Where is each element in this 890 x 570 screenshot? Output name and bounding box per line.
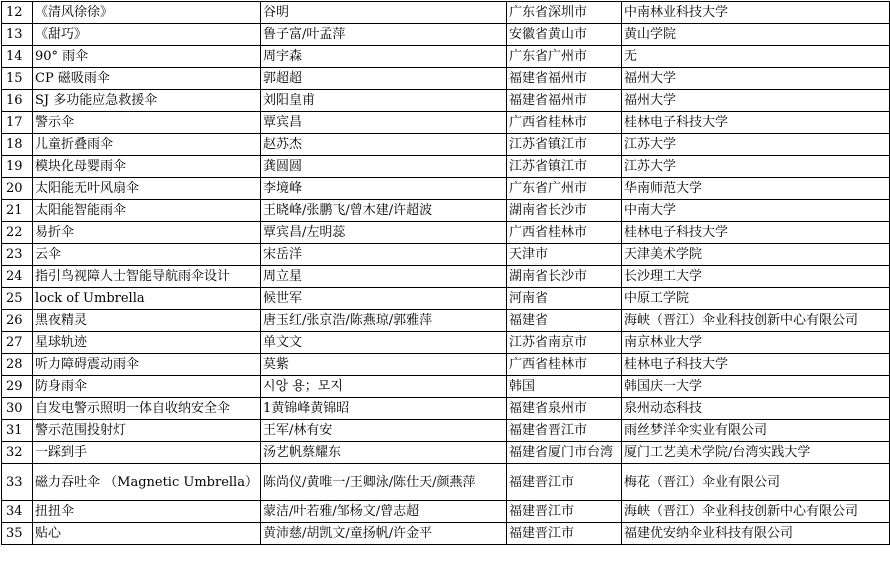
- institution-cell: 中南大学: [622, 200, 890, 222]
- table-row: [2, 24, 890, 46]
- row-number-cell: 19: [2, 156, 33, 178]
- institution-cell: 桂林电子科技大学: [622, 222, 890, 244]
- institution-cell: 江苏大学: [622, 134, 890, 156]
- team-members-cell: 郭超超: [261, 68, 507, 90]
- table-row: [2, 200, 890, 222]
- team-members-cell: 谷明: [261, 2, 507, 24]
- table-row: [2, 398, 890, 420]
- team-members-cell: 1黄锦峰黄锦昭: [261, 398, 507, 420]
- table-row: [2, 501, 890, 523]
- institution-cell: 江苏大学: [622, 156, 890, 178]
- table-row: [2, 222, 890, 244]
- location-cell: 广东省广州市: [507, 178, 622, 200]
- row-number-cell: 35: [2, 523, 33, 545]
- location-cell: 福建晋江市: [507, 523, 622, 545]
- location-cell: 江苏省镇江市: [507, 134, 622, 156]
- row-number-cell: 29: [2, 376, 33, 398]
- location-cell: 福建晋江市: [507, 464, 622, 501]
- team-members-cell: 莫紫: [261, 354, 507, 376]
- project-name-cell: 《甜巧》: [33, 24, 261, 46]
- project-name-cell: 磁力吞吐伞 （Magnetic Umbrella）: [33, 464, 261, 501]
- table-row: [2, 523, 890, 545]
- team-members-cell: 黄沛慈/胡凯文/童扬帆/许金平: [261, 523, 507, 545]
- entries-table: [1, 1, 890, 545]
- project-name-cell: CP 磁吸雨伞: [33, 68, 261, 90]
- location-cell: 福建省福州市: [507, 68, 622, 90]
- team-members-cell: 시앙 용；모지: [261, 376, 507, 398]
- project-name-cell: 自发电警示照明一体自收纳安全伞: [33, 398, 261, 420]
- institution-cell: 中南林业科技大学: [622, 2, 890, 24]
- institution-cell: 中原工学院: [622, 288, 890, 310]
- team-members-cell: 陈尚仪/黄唯一/王卿泳/陈仕天/颜燕萍: [261, 464, 507, 501]
- table-row: [2, 156, 890, 178]
- project-name-cell: 防身雨伞: [33, 376, 261, 398]
- institution-cell: 无: [622, 46, 890, 68]
- table-row: [2, 376, 890, 398]
- table-row: [2, 244, 890, 266]
- project-name-cell: 模块化母婴雨伞: [33, 156, 261, 178]
- location-cell: 广西省桂林市: [507, 222, 622, 244]
- row-number-cell: 22: [2, 222, 33, 244]
- project-name-cell: 贴心: [33, 523, 261, 545]
- institution-cell: 天津美术学院: [622, 244, 890, 266]
- institution-cell: 韩国庆一大学: [622, 376, 890, 398]
- row-number-cell: 34: [2, 501, 33, 523]
- row-number-cell: 17: [2, 112, 33, 134]
- location-cell: 福建省泉州市: [507, 398, 622, 420]
- team-members-cell: 覃宾昌: [261, 112, 507, 134]
- row-number-cell: 23: [2, 244, 33, 266]
- team-members-cell: 宋岳洋: [261, 244, 507, 266]
- location-cell: 韩国: [507, 376, 622, 398]
- team-members-cell: 李境峰: [261, 178, 507, 200]
- team-members-cell: 周宇森: [261, 46, 507, 68]
- institution-cell: 黄山学院: [622, 24, 890, 46]
- institution-cell: 桂林电子科技大学: [622, 112, 890, 134]
- row-number-cell: 14: [2, 46, 33, 68]
- team-members-cell: 候世军: [261, 288, 507, 310]
- project-name-cell: 扭扭伞: [33, 501, 261, 523]
- row-number-cell: 24: [2, 266, 33, 288]
- institution-cell: 福州大学: [622, 90, 890, 112]
- location-cell: 湖南省长沙市: [507, 266, 622, 288]
- project-name-cell: SJ 多功能应急救援伞: [33, 90, 261, 112]
- row-number-cell: 15: [2, 68, 33, 90]
- team-members-cell: 蒙洁/叶若雅/邹杨文/曾志超: [261, 501, 507, 523]
- team-members-cell: 王军/林有安: [261, 420, 507, 442]
- location-cell: 福建省福州市: [507, 90, 622, 112]
- location-cell: 广西省桂林市: [507, 112, 622, 134]
- project-name-cell: 听力障碍震动雨伞: [33, 354, 261, 376]
- team-members-cell: 周立星: [261, 266, 507, 288]
- row-number-cell: 32: [2, 442, 33, 464]
- table-row: [2, 442, 890, 464]
- row-number-cell: 26: [2, 310, 33, 332]
- project-name-cell: 云伞: [33, 244, 261, 266]
- table-row: [2, 354, 890, 376]
- project-name-cell: 黑夜精灵: [33, 310, 261, 332]
- project-name-cell: 指引鸟视障人士智能导航雨伞设计: [33, 266, 261, 288]
- team-members-cell: 汤艺帆蔡耀东: [261, 442, 507, 464]
- table-row: [2, 46, 890, 68]
- location-cell: 河南省: [507, 288, 622, 310]
- location-cell: 湖南省长沙市: [507, 200, 622, 222]
- institution-cell: 福建优安纳伞业科技有限公司: [622, 523, 890, 545]
- row-number-cell: 16: [2, 90, 33, 112]
- row-number-cell: 18: [2, 134, 33, 156]
- institution-cell: 海峡（晋江）伞业科技创新中心有限公司: [622, 501, 890, 523]
- table-row: [2, 288, 890, 310]
- table-row: [2, 68, 890, 90]
- location-cell: 广东省深圳市: [507, 2, 622, 24]
- row-number-cell: 13: [2, 24, 33, 46]
- team-members-cell: 赵苏杰: [261, 134, 507, 156]
- location-cell: 福建省晋江市: [507, 420, 622, 442]
- team-members-cell: 覃宾昌/左明蕊: [261, 222, 507, 244]
- row-number-cell: 12: [2, 2, 33, 24]
- table-row: [2, 90, 890, 112]
- project-name-cell: lock of Umbrella: [33, 288, 261, 310]
- institution-cell: 福州大学: [622, 68, 890, 90]
- table-row: [2, 134, 890, 156]
- table-row: [2, 332, 890, 354]
- project-name-cell: 警示伞: [33, 112, 261, 134]
- team-members-cell: 唐玉红/张京浩/陈燕琼/郭雅萍: [261, 310, 507, 332]
- location-cell: 广西省桂林市: [507, 354, 622, 376]
- team-members-cell: 单文文: [261, 332, 507, 354]
- project-name-cell: 警示范围投射灯: [33, 420, 261, 442]
- project-name-cell: 太阳能智能雨伞: [33, 200, 261, 222]
- institution-cell: 雨丝梦洋伞实业有限公司: [622, 420, 890, 442]
- table-row: [2, 178, 890, 200]
- row-number-cell: 21: [2, 200, 33, 222]
- location-cell: 福建省: [507, 310, 622, 332]
- location-cell: 广东省广州市: [507, 46, 622, 68]
- project-name-cell: 一踩到手: [33, 442, 261, 464]
- institution-cell: 华南师范大学: [622, 178, 890, 200]
- institution-cell: 海峡（晋江）伞业科技创新中心有限公司: [622, 310, 890, 332]
- location-cell: 江苏省镇江市: [507, 156, 622, 178]
- row-number-cell: 31: [2, 420, 33, 442]
- project-name-cell: 90° 雨伞: [33, 46, 261, 68]
- row-number-cell: 20: [2, 178, 33, 200]
- row-number-cell: 27: [2, 332, 33, 354]
- table-row: [2, 2, 890, 24]
- project-name-cell: 儿童折叠雨伞: [33, 134, 261, 156]
- location-cell: 福建省厦门市台湾: [507, 442, 622, 464]
- location-cell: 福建晋江市: [507, 501, 622, 523]
- team-members-cell: 王晓峰/张鹏飞/曾木建/许超波: [261, 200, 507, 222]
- row-number-cell: 30: [2, 398, 33, 420]
- table-row: [2, 420, 890, 442]
- project-name-cell: 太阳能无叶风扇伞: [33, 178, 261, 200]
- location-cell: 江苏省南京市: [507, 332, 622, 354]
- table-body: [2, 2, 890, 545]
- location-cell: 天津市: [507, 244, 622, 266]
- table-row: [2, 266, 890, 288]
- institution-cell: 南京林业大学: [622, 332, 890, 354]
- institution-cell: 桂林电子科技大学: [622, 354, 890, 376]
- table-row: [2, 310, 890, 332]
- project-name-cell: 星球轨迹: [33, 332, 261, 354]
- institution-cell: 梅花（晋江）伞业有限公司: [622, 464, 890, 501]
- project-name-cell: 《清风徐徐》: [33, 2, 261, 24]
- institution-cell: 厦门工艺美术学院/台湾实践大学: [622, 442, 890, 464]
- table-row: [2, 112, 890, 134]
- table-row: [2, 464, 890, 501]
- institution-cell: 长沙理工大学: [622, 266, 890, 288]
- location-cell: 安徽省黄山市: [507, 24, 622, 46]
- team-members-cell: 鲁子富/叶孟萍: [261, 24, 507, 46]
- team-members-cell: 刘阳皇甫: [261, 90, 507, 112]
- institution-cell: 泉州动态科技: [622, 398, 890, 420]
- row-number-cell: 25: [2, 288, 33, 310]
- row-number-cell: 33: [2, 464, 33, 501]
- project-name-cell: 易折伞: [33, 222, 261, 244]
- row-number-cell: 28: [2, 354, 33, 376]
- team-members-cell: 龚圆圆: [261, 156, 507, 178]
